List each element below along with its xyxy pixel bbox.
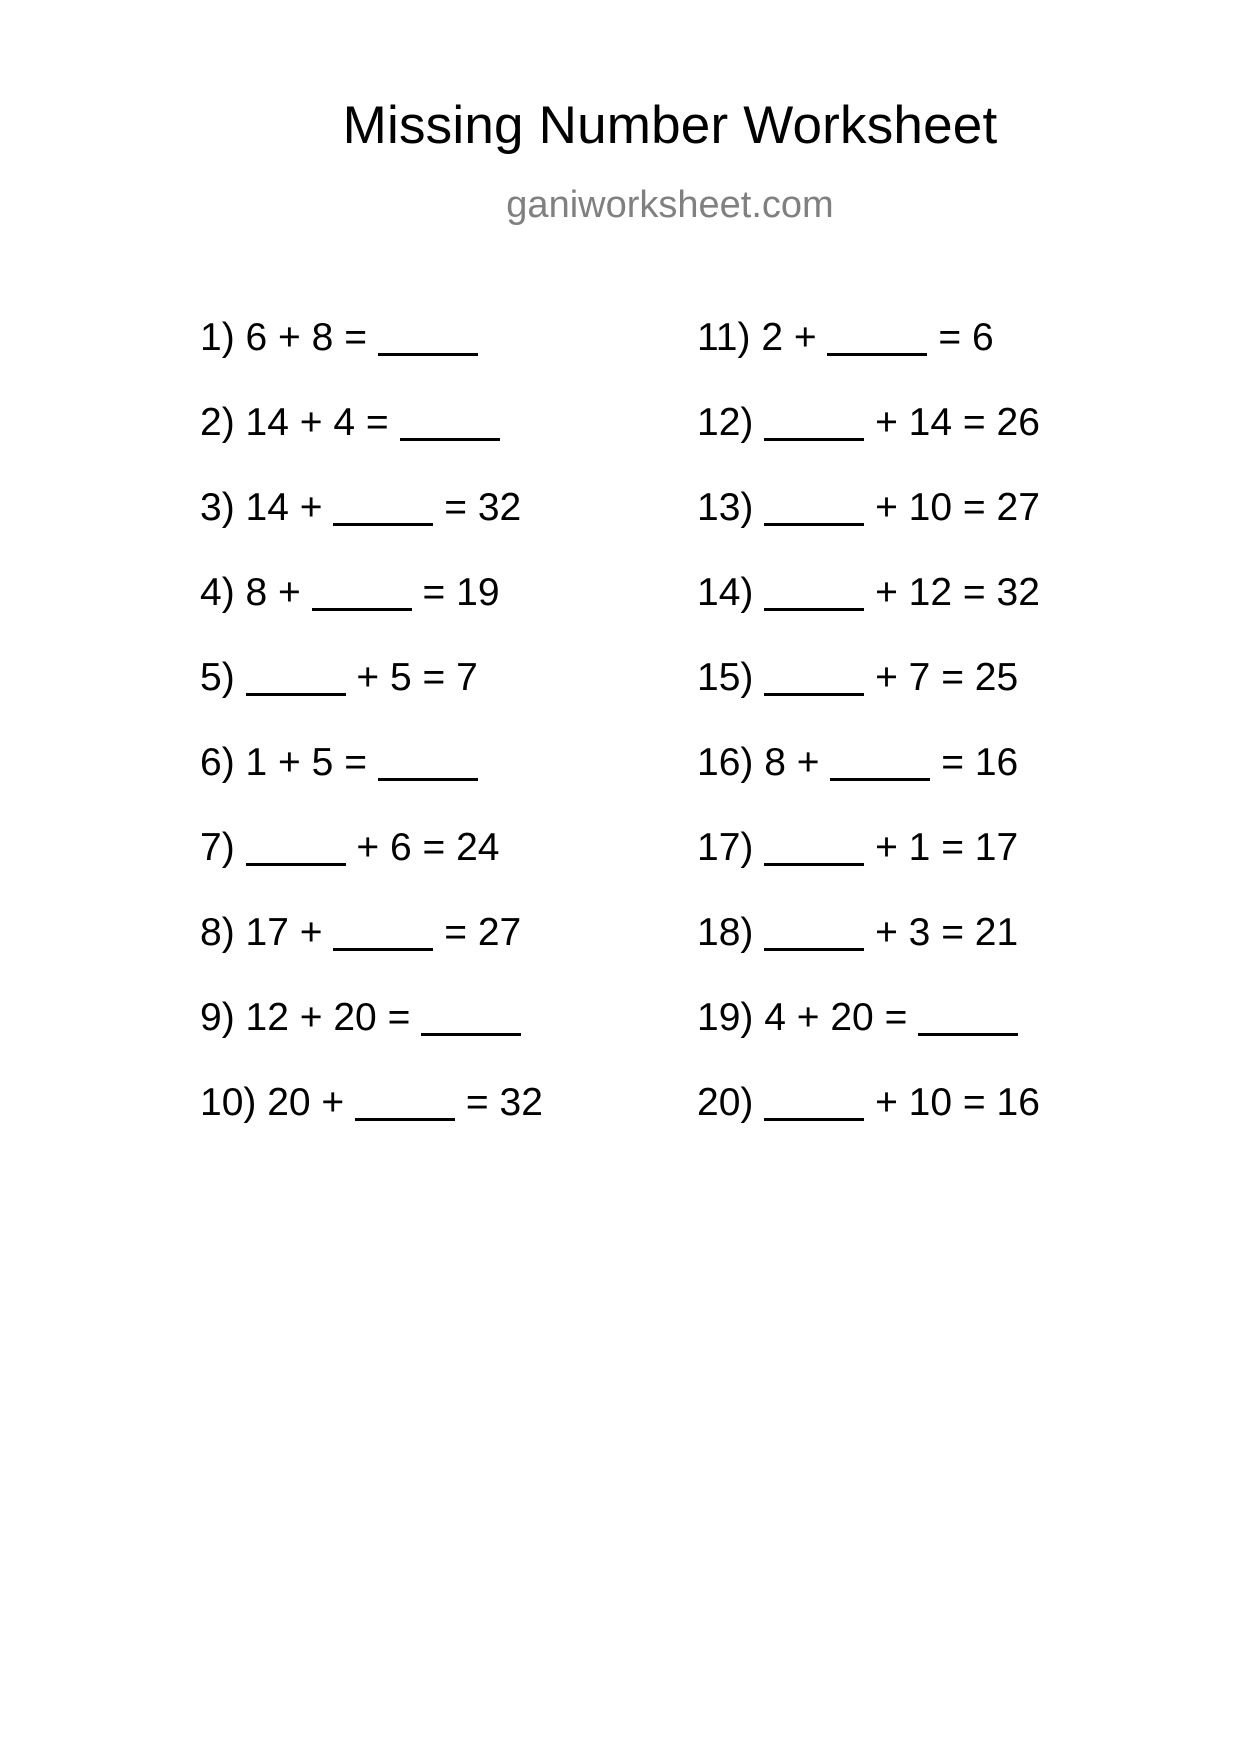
answer-blank[interactable] [312,578,412,611]
problem-11 [697,316,994,360]
problem-13 [697,486,1040,530]
problem-left-expression: 1 + 5 = [245,741,367,784]
problem-right-expression: + 14 = 26 [875,401,1040,444]
worksheet-source-url: ganiworksheet.com [506,184,834,226]
problem-left-expression: 12 + 20 = [245,996,411,1039]
problem-label: 9) [200,996,235,1039]
problem-label: 18) [697,911,754,954]
problem-right-expression: + 10 = 27 [875,486,1040,529]
problem-right-expression: = 16 [941,741,1019,784]
problem-right-expression: + 12 = 32 [875,571,1040,614]
answer-blank[interactable] [764,833,864,866]
problem-label: 19) [697,996,754,1039]
problem-1 [200,316,478,360]
problem-left-expression: 6 + 8 = [245,316,367,359]
answer-blank[interactable] [827,323,927,356]
problem-10 [200,1081,543,1125]
problem-3 [200,486,521,530]
problem-right-expression: = 32 [444,486,522,529]
problem-20 [697,1081,1040,1125]
problem-right-expression: + 3 = 21 [875,911,1019,954]
answer-blank[interactable] [333,493,433,526]
problem-4 [200,571,500,615]
problem-label: 16) [697,741,754,784]
answer-blank[interactable] [246,833,346,866]
problem-8 [200,911,521,955]
problem-right-expression: + 6 = 24 [356,826,500,869]
answer-blank[interactable] [764,918,864,951]
problem-6 [200,741,478,785]
problem-label: 13) [697,486,754,529]
problem-left-expression: 8 + [245,571,301,614]
problem-18 [697,911,1018,955]
problem-right-expression: + 5 = 7 [356,656,478,699]
problem-9 [200,996,521,1040]
answer-blank[interactable] [830,748,930,781]
problem-12 [697,401,1040,445]
problem-5 [200,656,478,700]
problem-label: 15) [697,656,754,699]
problem-right-expression: + 10 = 16 [875,1081,1040,1124]
problem-2 [200,401,500,445]
problem-left-expression: 17 + [245,911,323,954]
answer-blank[interactable] [400,408,500,441]
problem-right-expression: + 7 = 25 [875,656,1019,699]
problem-14 [697,571,1040,615]
answer-blank[interactable] [764,578,864,611]
problem-left-expression: 14 + [245,486,323,529]
problem-label: 3) [200,486,235,529]
problem-label: 6) [200,741,235,784]
worksheet-title: Missing Number Worksheet [342,96,998,155]
answer-blank[interactable] [378,323,478,356]
problem-19 [697,996,1018,1040]
answer-blank[interactable] [378,748,478,781]
problem-label: 7) [200,826,235,869]
problem-15 [697,656,1018,700]
answer-blank[interactable] [764,663,864,696]
problem-label: 2) [200,401,235,444]
problem-16 [697,741,1018,785]
problem-label: 5) [200,656,235,699]
problem-right-expression: = 19 [422,571,500,614]
problem-label: 4) [200,571,235,614]
problem-label: 11) [697,316,751,359]
problem-label: 12) [697,401,754,444]
answer-blank[interactable] [355,1088,455,1121]
problem-label: 20) [697,1081,754,1124]
problem-label: 17) [697,826,754,869]
problem-label: 8) [200,911,235,954]
problem-left-expression: 20 + [267,1081,345,1124]
answer-blank[interactable] [764,1088,864,1121]
problem-right-expression: = 32 [465,1081,543,1124]
answer-blank[interactable] [918,1003,1018,1036]
problem-left-expression: 14 + 4 = [245,401,389,444]
answer-blank[interactable] [764,493,864,526]
problem-left-expression: 8 + [764,741,820,784]
answer-blank[interactable] [333,918,433,951]
problem-17 [697,826,1018,870]
problem-left-expression: 2 + [761,316,817,359]
problem-label: 1) [200,316,235,359]
problem-left-expression: 4 + 20 = [764,996,908,1039]
problem-right-expression: = 6 [938,316,994,359]
problem-right-expression: + 1 = 17 [875,826,1019,869]
problem-right-expression: = 27 [444,911,522,954]
problem-7 [200,826,500,870]
answer-blank[interactable] [421,1003,521,1036]
problem-label: 10) [200,1081,257,1124]
problem-label: 14) [697,571,754,614]
answer-blank[interactable] [246,663,346,696]
answer-blank[interactable] [764,408,864,441]
